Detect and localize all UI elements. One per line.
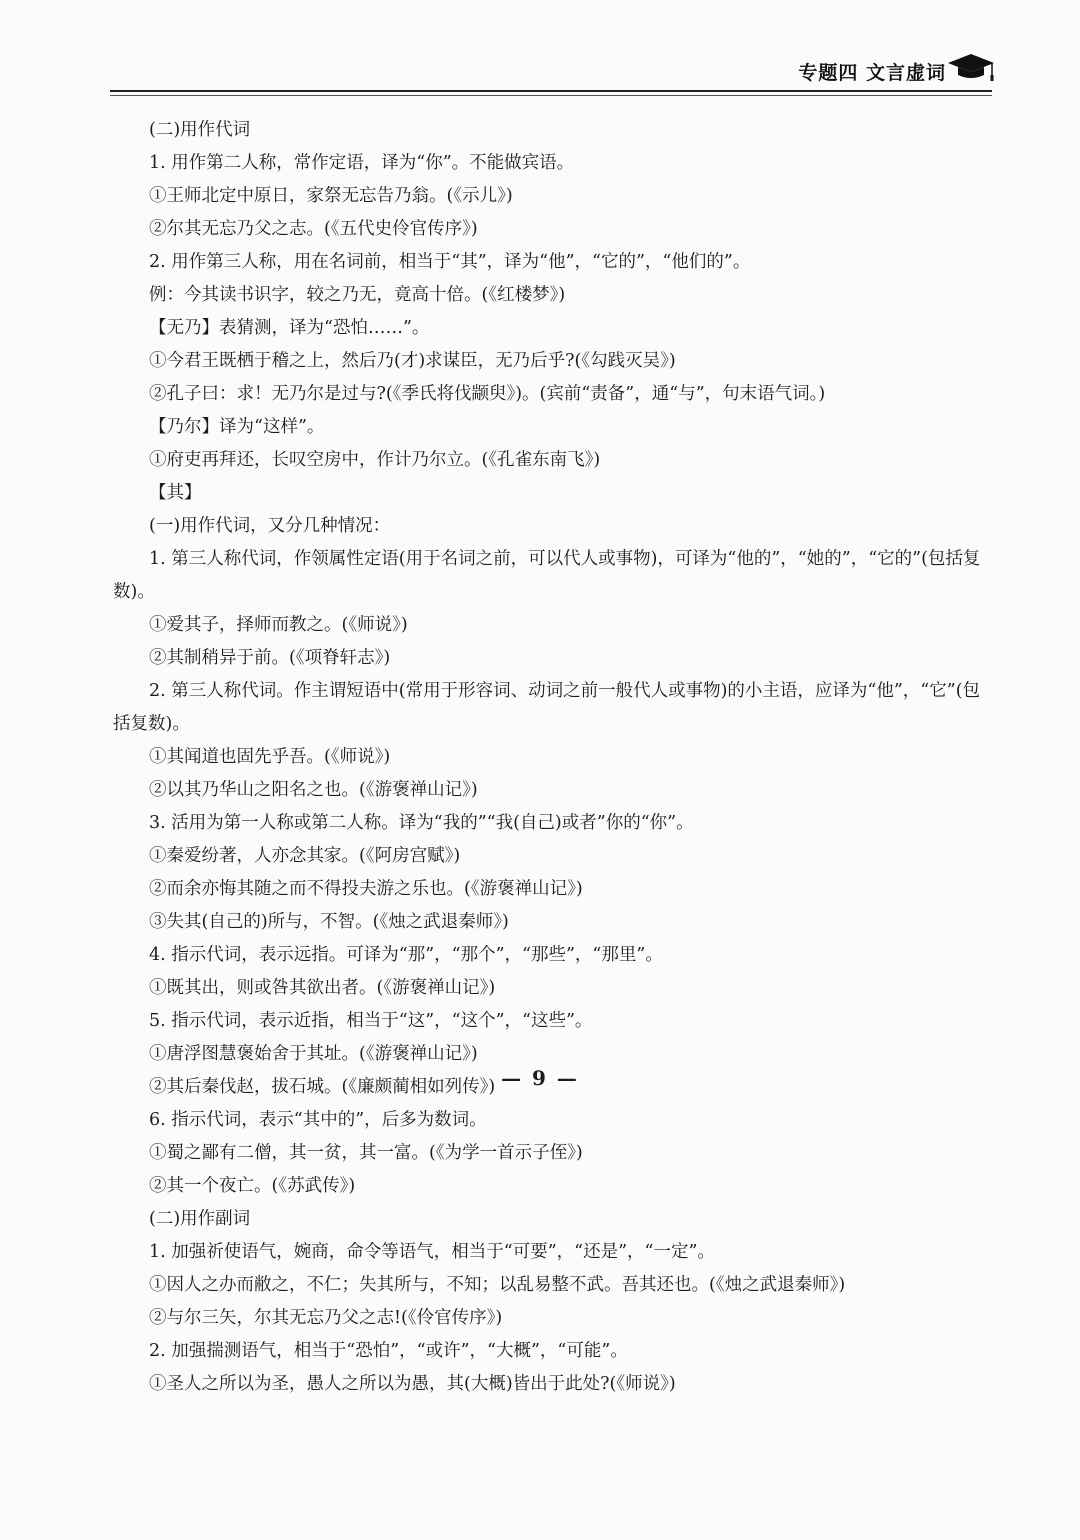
rule-line: 4. 指示代词，表示远指。可译为“那”，“那个”，“那些”，“那里”。	[149, 945, 663, 965]
header-rule	[110, 90, 992, 92]
example-line: ①秦爱纷著，人亦念其家。(《阿房宫赋》)	[149, 846, 461, 866]
running-header	[110, 50, 992, 96]
rule-line: 1. 加强祈使语气，婉商，命令等语气，相当于“可要”，“还是”，“一定”。	[149, 1242, 715, 1262]
example-line: ②与尔三矢，尔其无忘乃父之志!(《伶官传序》)	[149, 1308, 503, 1328]
example-line: ①其闻道也固先乎吾。(《师说》)	[149, 747, 391, 767]
section-heading: (一)用作代词，又分几种情况：	[149, 516, 391, 536]
section-heading: (二)用作副词	[149, 1209, 251, 1229]
example-line: ①既其出，则或咎其欲出者。(《游褒禅山记》)	[149, 978, 496, 998]
example-line: ②其制稍异于前。(《项脊轩志》)	[149, 648, 391, 668]
rule-paragraph: 1. 第三人称代词，作领属性定语(用于名词之前，可以代人或事物)，可译为“他的”，“她的”，“它的”(包括复数)。	[113, 549, 981, 602]
rule-line: 1. 用作第二人称，常作定语，译为“你”。不能做宾语。	[149, 153, 575, 173]
chapter-title: 专题四 文言虚词	[798, 62, 946, 84]
word-heading: 【其】	[149, 483, 202, 503]
page-number: — 9 —	[501, 1066, 579, 1090]
rule-line: 3. 活用为第一人称或第二人称。译为“我的”“我(自己)或者”你的“你”。	[149, 813, 694, 833]
example-line: ①爱其子，择师而教之。(《师说》)	[149, 615, 408, 635]
term-heading: 【无乃】表猜测，译为“恐怕……”。	[149, 318, 430, 338]
rule-line: 2. 加强揣测语气，相当于“恐怕”，“或许”，“大概”，“可能”。	[149, 1341, 628, 1361]
rule-line: 5. 指示代词，表示近指，相当于“这”，“这个”，“这些”。	[149, 1011, 593, 1031]
graduation-cap-icon	[946, 50, 996, 84]
example-line: ②孔子曰：求！无乃尔是过与?(《季氏将伐颛臾》)。(宾前“责备”，通“与”，句末语气词。)	[149, 384, 826, 404]
example-line: ②尔其无忘乃父之志。(《五代史伶官传序》)	[149, 219, 478, 239]
example-line: ①圣人之所以为圣，愚人之所以为愚，其(大概)皆出于此处?(《师说》)	[149, 1374, 676, 1394]
example-line: ②以其乃华山之阳名之也。(《游褒禅山记》)	[149, 780, 478, 800]
rule-paragraph: 2. 第三人称代词。作主谓短语中(常用于形容词、动词之前一般代人或事物)的小主语，应译为“他”，“它”(包括复数)。	[113, 681, 981, 734]
example-line: ②其后秦伐赵，拔石城。(《廉颇蔺相如列传》)	[149, 1077, 496, 1097]
example-line: ①因人之办而敝之，不仁；失其所与，不知；以乱易整不武。吾其还也。(《烛之武退秦师》)	[149, 1275, 846, 1295]
rule-line: 6. 指示代词，表示“其中的”，后多为数词。	[149, 1110, 487, 1130]
rule-line: 2. 用作第三人称，用在名词前，相当于“其”，译为“他”，“它的”，“他们的”。	[149, 252, 751, 272]
page-body	[113, 114, 993, 1401]
example-line: ①唐浮图慧褒始舍于其址。(《游褒禅山记》)	[149, 1044, 478, 1064]
example-line: 例：今其读书识字，较之乃无，竟高十倍。(《红楼梦》)	[149, 285, 566, 305]
example-line: ①蜀之鄙有二僧，其一贫，其一富。(《为学一首示子侄》)	[149, 1143, 583, 1163]
header-rule-thin	[110, 95, 992, 96]
example-line: ①今君王既栖于稽之上，然后乃(才)求谋臣，无乃后乎?(《勾践灭吴》)	[149, 351, 676, 371]
section-heading: (二)用作代词	[149, 120, 251, 140]
example-line: ③失其(自己的)所与，不智。(《烛之武退秦师》)	[149, 912, 509, 932]
example-line: ①王师北定中原日，家祭无忘告乃翁。(《示儿》)	[149, 186, 513, 206]
example-line: ①府吏再拜还，长叹空房中，作计乃尔立。(《孔雀东南飞》)	[149, 450, 601, 470]
example-line: ②其一个夜亡。(《苏武传》)	[149, 1176, 356, 1196]
example-line: ②而余亦悔其随之而不得投夫游之乐也。(《游褒禅山记》)	[149, 879, 583, 899]
term-heading: 【乃尔】译为“这样”。	[149, 417, 325, 437]
